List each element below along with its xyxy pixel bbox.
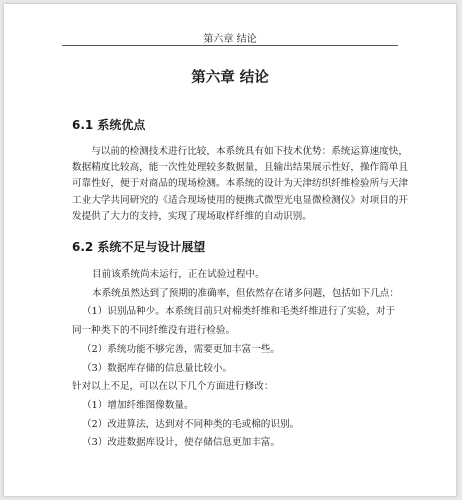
section-heading-6-1: 6.1 系统优点 xyxy=(72,118,146,132)
section-6-2-body xyxy=(72,266,408,453)
text-line: 本系统虽然达到了预期的准确率，但依然存在诸多问题，包括如下几点： xyxy=(92,287,399,299)
list-item: （3）改进数据库设计，使存储信息更加丰富。 xyxy=(82,437,280,449)
list-item: （2）改进算法，达到对不同种类的毛或棉的识别。 xyxy=(82,418,300,430)
text-line: 同一种类下的不同纤维没有进行检验。 xyxy=(72,325,236,337)
document-page xyxy=(4,4,456,496)
section-6-1-paragraph: 与以前的检测技术进行比较，本系统具有如下技术优势：系统运算速度快，数据精度比较高，能一次性处理较多数据量，且输出结果展示性好，操作简单且可靠性好，便于对商品的现场检测。本系统的设计为天津纺织纤维检验所与天津工业大学共同研究的《适合现场使用的便携式微型光电显微检测仪》对项目的开发提供了大力的支持，实现了现场取样纤维的自动识别。 xyxy=(72,146,408,222)
list-item: （1）识别品种少。本系统目前只对棉类纤维和毛类纤维进行了实验，对于 xyxy=(82,306,396,318)
header-rule xyxy=(62,45,398,46)
text-line: 针对以上不足，可以在以下几个方面进行修改： xyxy=(72,381,274,393)
section-heading-6-2: 6.2 系统不足与设计展望 xyxy=(72,240,206,254)
chapter-title: 第六章 结论 xyxy=(191,70,269,86)
list-item: （1）增加纤维图像数量。 xyxy=(82,399,194,411)
list-item: （2）系统功能不够完善，需要更加丰富一些。 xyxy=(82,343,280,355)
list-item: （3）数据库存储的信息量比较小。 xyxy=(82,362,233,374)
text-line: 目前该系统尚未运行，正在试验过程中。 xyxy=(92,269,265,280)
running-header: 第六章 结论 xyxy=(203,34,257,45)
